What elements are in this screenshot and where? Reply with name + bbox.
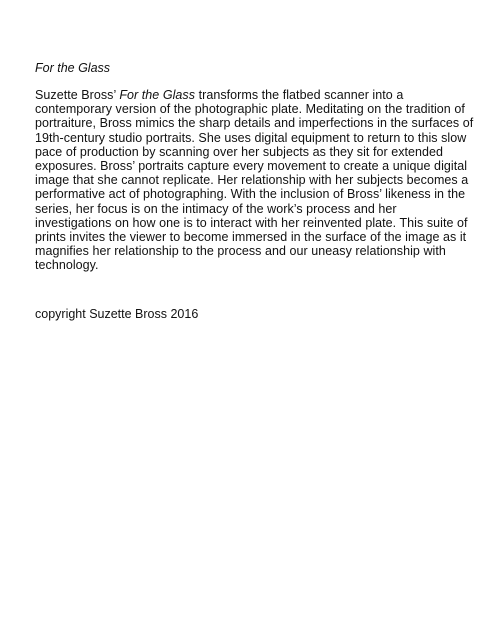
- artist-name: Suzette Bross’: [35, 88, 116, 102]
- document-page: [35, 60, 474, 322]
- document-body-paragraph: [35, 88, 475, 273]
- document-title: For the Glass: [35, 61, 111, 75]
- copyright-notice: copyright Suzette Bross 2016: [35, 306, 199, 321]
- body-text: transforms the flatbed scanner into a contemporary version of the photographic plate. Meditating on the tradition of portraiture, Bross mimics the sharp details and imperfections in the surfaces of 19th-century studio portraits. She uses digital equipment to return to this slow pace of production by scanning over her subjects as they sit for extended exposures. Bross’ portraits capture every movement to create a unique digital image that she cannot replicate. Her relationship with her subjects becomes a performative act of photographing. With the inclusion of Bross’ likeness in the series, her focus is on the intimacy of the work’s process and her investigations on how one is to interact with her reinvented plate. This suite of prints invites the viewer to become immersed in the surface of the image as it magnifies her relationship to the process and our uneasy relationship with technology.: [35, 88, 474, 273]
- work-title: For the Glass: [119, 88, 196, 102]
